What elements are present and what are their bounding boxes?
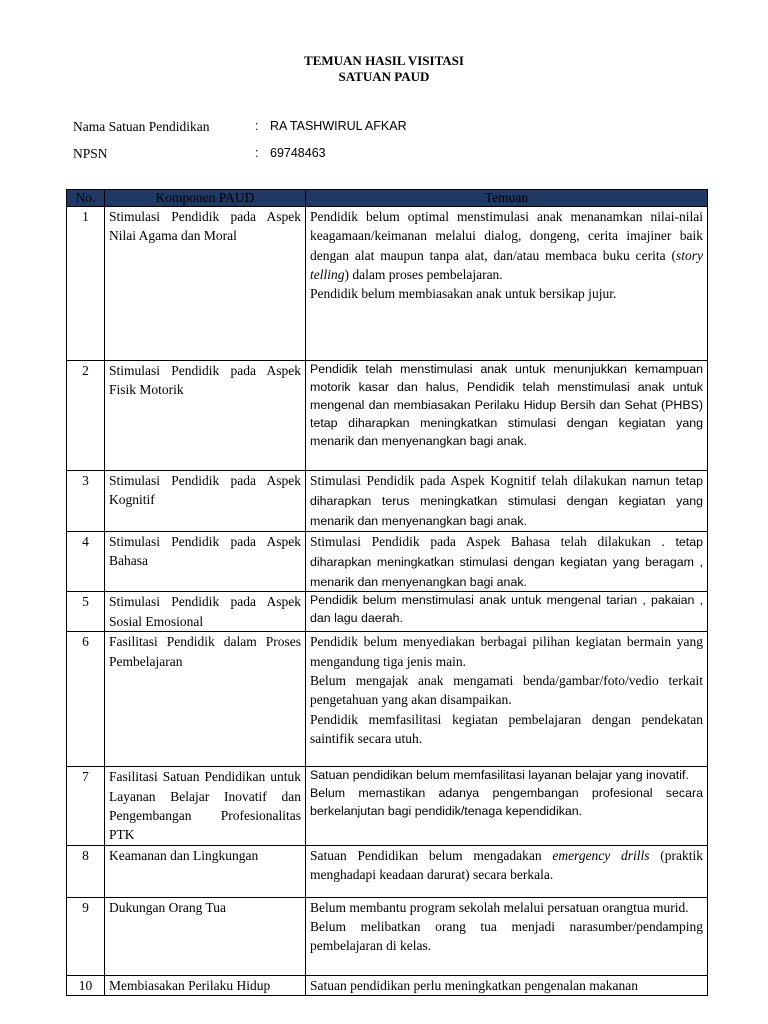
temuan-paragraph: Pendidik belum membiasakan anak untuk bersikap jujur. xyxy=(310,286,617,302)
temuan-paragraph: Belum memastikan adanya pengembangan profesional secara berkelanjutan bagi pendidik/tenaga kependidikan. xyxy=(310,786,703,819)
table-header-row xyxy=(67,190,708,207)
temuan-text: Stimulasi Pendidik pada Aspek Kognitif telah dilakukan xyxy=(310,473,632,488)
row-temuan: Pendidik telah menstimulasi anak untuk menunjukkan kemampuan motorik kasar dan halus, Pendidik telah menstimulasi anak untuk mengenal dan membiasakan Perilaku Hidup Bersih dan Sehat (PHBS) tetap diharapkan meningkatkan stimulasi dengan kegiatan yang menarik dan menyenangkan bagi anak. xyxy=(306,361,708,471)
table-row xyxy=(67,471,708,532)
npsn-label: NPSN xyxy=(73,146,108,161)
row-komponen: Dukungan Orang Tua xyxy=(105,897,306,975)
temuan-text: Stimulasi Pendidik pada Aspek Bahasa telah dilakukan . xyxy=(310,533,676,549)
nama-value: RA TASHWIRUL AFKAR xyxy=(270,119,407,133)
temuan-italic: story telling xyxy=(310,247,703,282)
table-row xyxy=(67,845,708,897)
row-temuan xyxy=(306,471,708,532)
table-row xyxy=(67,592,708,632)
npsn-colon: : xyxy=(255,146,259,160)
temuan-italic: emergency drills xyxy=(552,847,650,863)
temuan-text: tetap diharapkan meningkatkan stimulasi dengan kegiatan yang beragam , menarik dan menyenangkan bagi anak. xyxy=(310,534,703,589)
row-no: 4 xyxy=(67,531,105,592)
temuan-paragraph: Belum melibatkan orang tua menjadi narasumber/pendamping pembelajaran di kelas. xyxy=(310,918,703,954)
header-temuan: Temuan xyxy=(306,190,708,207)
row-temuan xyxy=(306,845,708,897)
table-row xyxy=(67,361,708,471)
row-temuan xyxy=(306,767,708,845)
row-komponen: Stimulasi Pendidik pada Aspek Nilai Agama dan Moral xyxy=(105,207,306,361)
header-no: No. xyxy=(67,190,105,207)
row-komponen: Stimulasi Pendidik pada Aspek Bahasa xyxy=(105,531,306,592)
document-title: TEMUAN HASIL VISITASI xyxy=(304,53,464,68)
row-no: 1 xyxy=(67,207,105,361)
row-no: 8 xyxy=(67,845,105,897)
row-komponen: Fasilitasi Pendidik dalam Proses Pembelajaran xyxy=(105,632,306,767)
table-row xyxy=(67,897,708,975)
row-komponen: Stimulasi Pendidik pada Aspek Kognitif xyxy=(105,471,306,532)
row-no: 5 xyxy=(67,592,105,632)
table-row xyxy=(67,975,708,995)
row-temuan xyxy=(306,207,708,361)
row-no: 2 xyxy=(67,361,105,471)
temuan-table xyxy=(66,189,708,996)
table-row xyxy=(67,207,708,361)
row-temuan xyxy=(306,897,708,975)
row-no: 6 xyxy=(67,632,105,767)
temuan-paragraph xyxy=(310,207,703,284)
npsn-value: 69748463 xyxy=(270,146,326,160)
row-temuan xyxy=(306,632,708,767)
table-row xyxy=(67,531,708,592)
row-no: 7 xyxy=(67,767,105,845)
temuan-paragraph: Belum membantu program sekolah melalui persatuan orangtua murid. xyxy=(310,899,689,915)
temuan-paragraph: Pendidik belum menyediakan berbagai pilihan kegiatan bermain yang mengandung tiga jenis main. xyxy=(310,634,703,669)
temuan-text: (praktik menghadapi keadaan darurat) secara berkala. xyxy=(310,847,703,882)
row-komponen: Stimulasi Pendidik pada Aspek Fisik Motorik xyxy=(105,361,306,471)
nama-colon: : xyxy=(255,119,259,133)
row-temuan: Pendidik belum menstimulasi anak untuk mengenal tarian , pakaian , dan lagu daerah. xyxy=(306,592,708,632)
row-no: 9 xyxy=(67,897,105,975)
temuan-text: ) dalam proses pembelajaran. xyxy=(344,266,503,282)
header-komponen: Komponen PAUD xyxy=(105,190,306,207)
temuan-paragraph: Satuan pendidikan belum memfasilitasi layanan belajar yang inovatif. xyxy=(310,768,689,783)
row-temuan: Satuan pendidikan perlu meningkatkan pengenalan makanan xyxy=(306,975,708,995)
temuan-text: Satuan Pendidikan belum mengadakan xyxy=(310,847,553,863)
nama-label: Nama Satuan Pendidikan xyxy=(73,119,210,134)
temuan-text: namun tetap diharapkan terus meningkatkan stimulasi dengan kegiatan yang menarik dan menyenangkan bagi anak. xyxy=(310,474,703,528)
row-temuan xyxy=(306,531,708,592)
temuan-paragraph: Belum mengajak anak mengamati benda/gambar/foto/vedio terkait pengetahuan yang akan disampaikan. xyxy=(310,673,703,708)
row-komponen: Stimulasi Pendidik pada Aspek Sosial Emosional xyxy=(105,592,306,632)
table-row xyxy=(67,632,708,767)
row-komponen: Keamanan dan Lingkungan xyxy=(105,845,306,897)
row-komponen: Membiasakan Perilaku Hidup xyxy=(105,975,306,995)
row-komponen: Fasilitasi Satuan Pendidikan untuk Layanan Belajar Inovatif dan Pengembangan Profesionalitas PTK xyxy=(105,767,306,845)
row-no: 10 xyxy=(67,975,105,995)
temuan-paragraph: Pendidik memfasilitasi kegiatan pembelajaran dengan pendekatan saintifik secara utuh. xyxy=(310,711,703,746)
table-row xyxy=(67,767,708,845)
document-subtitle: SATUAN PAUD xyxy=(338,69,430,84)
row-no: 3 xyxy=(67,471,105,532)
temuan-text: Pendidik belum optimal menstimulasi anak menanamkan nilai-nilai keagamaan/keimanan melalui dialog, dongeng, cerita imajiner baik dengan alat maupun tanpa alat, dan/atau membaca buku cerita ( xyxy=(310,209,703,263)
